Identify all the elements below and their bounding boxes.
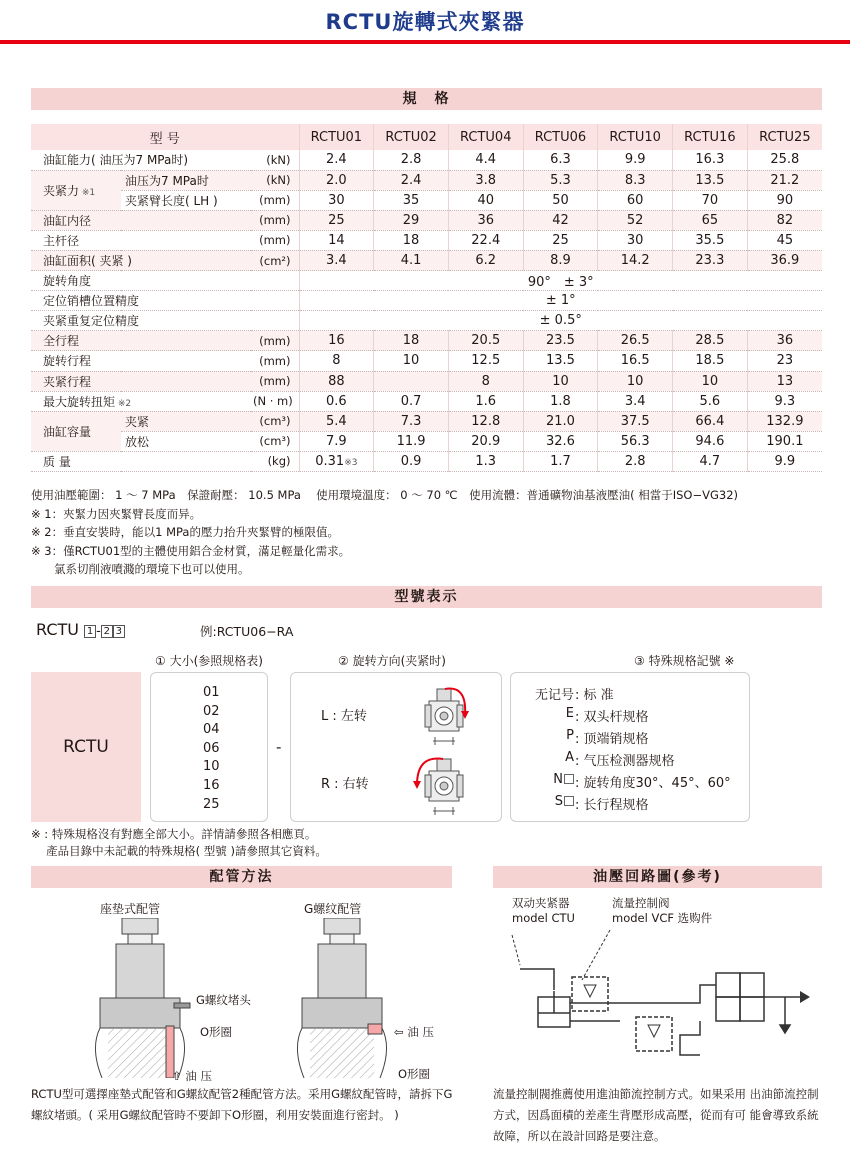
section-bar-piping: 配管方法 [31,866,452,888]
code-box-3: 3 [113,625,125,638]
spec-value: 45 [747,230,822,250]
spec-label: 夹紧行程 [31,371,251,391]
spec-row [31,371,822,391]
spec-table [31,124,822,472]
spec-value: 40 [448,190,523,210]
model-header-label: 型 号 [31,124,299,150]
spec-value: 8.9 [523,250,598,270]
spec-unit: (cm³) [251,431,299,451]
spec-unit: (kN) [251,150,299,170]
spec-row [31,391,822,411]
spec-value: 5.6 [673,391,748,411]
spec-value: 0.9 [374,451,449,471]
code-separator: - [96,624,101,639]
spec-value: 35 [374,190,449,210]
spec-value: 16 [299,331,374,351]
spec-group-label: 夹紧力 ※1 [31,170,121,210]
footnote-line: ※ : 特殊規格沒有對應全部大小。詳情請參照各相應頁。 [31,827,317,841]
spec-unit: (mm) [251,190,299,210]
spec-value: 90 [747,190,822,210]
spec-value: 9.9 [747,451,822,471]
spec-value: 52 [598,210,673,230]
option-desc: : 双头杆规格 [575,710,649,725]
spec-value: 25 [523,230,598,250]
spec-value: 6.2 [448,250,523,270]
spec-unit: (mm) [251,230,299,250]
spec-value: 10 [673,371,748,391]
model-prefix: RCTU [36,620,79,639]
model-header: RCTU06 [523,124,598,150]
section-bar-circuit: 油壓回路圖(參考) [493,866,822,888]
spec-unit: (kg) [251,451,299,471]
spec-row [31,291,822,311]
spec-unit: (mm) [251,331,299,351]
spec-value: 30 [299,190,374,210]
spec-row [31,431,822,451]
spec-unit [251,311,299,331]
option-code: A [565,750,574,765]
spec-label: 油压为7 MPa时 [121,170,251,190]
spec-value: 30 [598,230,673,250]
spec-value: 10 [598,371,673,391]
spec-value: 2.4 [374,170,449,190]
spec-label: 夹紧臂长度( LH ) [121,190,251,210]
spec-value: 37.5 [598,411,673,431]
spec-value: 2.8 [374,150,449,170]
spec-value: 13 [747,371,822,391]
option-desc: : 顶端销规格 [575,732,649,747]
size-item: 10 [203,759,220,775]
spec-value: 3.4 [598,391,673,411]
piping-description [31,1084,461,1126]
spec-value: 36 [448,210,523,230]
spec-value: 21.0 [523,411,598,431]
spec-value: 18 [374,230,449,250]
desc-line: 螺紋堵頭。( 采用G螺紋配管時不要卸下O形圈，利用安裝面進行密封。 ) [31,1108,399,1122]
spec-value: 28.5 [673,331,748,351]
placeholder-box-icon [564,774,574,784]
spec-note: ※ 2：垂直安裝時，能以1 MPa的壓力抬升夾緊臂的極限值。 [31,525,339,539]
spec-value: 23.3 [673,250,748,270]
desc-line: RCTU型可選擇座墊式配管和G螺紋配管2種配管方法。采用G螺紋配管時，請拆下G [31,1087,453,1101]
spec-value: 13.5 [523,351,598,371]
title-underline [0,40,850,44]
spec-value: 11.9 [374,431,449,451]
model-header: RCTU25 [747,124,822,150]
spec-unit [251,271,299,291]
code-box-1: 1 [84,625,96,638]
spec-value: 4.7 [673,451,748,471]
footnote-mark: ※2 [115,398,132,409]
direction-column-head: ② 旋转方向(夹紧时) [338,654,446,668]
spec-group-label: 油缸容量 [31,411,121,451]
spec-label: 旋转行程 [31,351,251,371]
spec-value: 1.6 [448,391,523,411]
spec-value: 12.5 [448,351,523,371]
thread-plug-label: G螺纹堵头 [196,993,251,1007]
spec-value: 42 [523,210,598,230]
code-box-2: 2 [101,625,113,638]
right-turn-clamp-icon [405,751,475,817]
valve-label: 流量控制阀 model VCF 选购件 [612,896,713,925]
spec-value: 6.3 [523,150,598,170]
spec-unit: (mm) [251,371,299,391]
spec-label: 全行程 [31,331,251,351]
spec-value: 0.7 [374,391,449,411]
spec-label: 定位销槽位置精度 [31,291,251,311]
spec-value: 20.5 [448,331,523,351]
spec-row [31,210,822,230]
spec-row [31,331,822,351]
spec-value: 12.8 [448,411,523,431]
series-box: RCTU [31,672,141,822]
spec-row [31,190,822,210]
spec-value: 23 [747,351,822,371]
size-item: 25 [203,796,220,812]
oring-label-2: O形圈 [398,1067,431,1081]
spec-value: 36.9 [747,250,822,270]
spec-value: 2.8 [598,451,673,471]
spec-value: 35.5 [673,230,748,250]
spec-value: 190.1 [747,431,822,451]
spec-value: 132.9 [747,411,822,431]
size-item: 16 [203,777,220,793]
spec-label: 最大旋转扭矩 ※2 [31,391,251,411]
section-bar-spec: 規 格 [31,88,822,110]
spec-row [31,271,822,291]
model-header: RCTU16 [673,124,748,150]
spec-value: 56.3 [598,431,673,451]
pad-piping-drawing [80,918,200,1078]
spec-value: 3.4 [299,250,374,270]
size-item: 01 [203,685,220,700]
oring-label: O形圈 [200,1025,233,1039]
spec-value: 10 [374,351,449,371]
spec-value: 94.6 [673,431,748,451]
g-thread-piping-drawing [282,918,402,1078]
desc-line: 流量控制閥推薦使用進油節流控制方式。如果采用 出油節流控制 [493,1087,819,1101]
spec-value: 2.4 [299,150,374,170]
option-desc: : 标 准 [575,688,614,703]
direction-box [290,672,502,822]
spec-value: 26.5 [598,331,673,351]
size-column-head: ① 大小(参照规格表) [155,654,263,668]
left-turn-label: L : 左转 [321,709,367,724]
spec-row [31,451,822,471]
circuit-description [493,1084,828,1147]
spec-value: 0.31※3 [299,451,374,471]
spec-value: 5.3 [523,170,598,190]
spec-value: 5.4 [299,411,374,431]
spec-unit [251,291,299,311]
spec-notes [31,486,738,579]
option-code: E [565,706,574,721]
spec-value: 1.8 [523,391,598,411]
spec-value-span: 90° ± 3° [299,271,822,291]
section-bar-model: 型號表示 [31,586,822,608]
left-turn-clamp-icon [415,681,475,747]
spec-label: 主杆径 [31,230,251,250]
spec-value: 32.6 [523,431,598,451]
model-footnote [31,826,327,860]
oil-inlet-label: ⇧ 油 压 [172,1069,212,1083]
spec-value: 9.9 [598,150,673,170]
placeholder-box-icon [564,796,574,806]
spec-value: 14.2 [598,250,673,270]
spec-value: 13.5 [673,170,748,190]
spec-unit: (mm) [251,210,299,230]
desc-line: 故障，所以在設計回路是要注意。 [493,1129,666,1143]
spec-value: 70 [673,190,748,210]
g-thread-piping-title: G螺纹配管 [304,902,362,916]
spec-value: 4.4 [448,150,523,170]
option-code: P [566,728,574,743]
spec-value: 0.6 [299,391,374,411]
option-desc: : 旋转角度30°、45°、60° [575,776,731,791]
spec-value: 36 [747,331,822,351]
spec-row [31,150,822,170]
right-turn-label: R : 右转 [321,777,369,792]
spec-unit: (kN) [251,170,299,190]
option-desc: : 气压检测器规格 [575,754,675,769]
spec-note: ※ 1：夾緊力因夾緊臂長度而异。 [31,506,202,521]
spec-label: 油缸能力( 油压为7 MPa时) [31,150,251,170]
spec-value: 10 [523,371,598,391]
spec-row [31,170,822,190]
clamp-label: 双动夹紧器 model CTU [512,896,575,925]
spec-unit: (N · m) [251,391,299,411]
spec-header-row [31,124,822,150]
option-code: S [555,794,574,809]
desc-line: 方式，因爲面積的差產生背壓形成高壓，從而有可 能會導致系統 [493,1108,819,1122]
special-spec-box [510,672,750,822]
spec-value: 29 [374,210,449,230]
hydraulic-circuit-diagram [500,925,820,1065]
spec-row [31,250,822,270]
special-column-head: ③ 特殊规格記號 ※ [634,654,735,668]
spec-note: ※ 3：僅RCTU01型的主體使用鋁合金材質，滿足輕量化需求。 [31,543,351,558]
spec-value: 25.8 [747,150,822,170]
spec-row [31,230,822,250]
pad-piping-title: 座垫式配管 [100,902,161,916]
spec-value: 4.1 [374,250,449,270]
size-item: 04 [203,722,220,738]
page-title: RCTU旋轉式夾緊器 [325,10,525,34]
model-code-format [36,620,125,639]
spec-value-span: ± 0.5° [299,311,822,331]
spec-value: 21.2 [747,170,822,190]
size-item: 02 [203,703,220,719]
spec-unit: (cm²) [251,250,299,270]
spec-value: 1.7 [523,451,598,471]
spec-unit: (cm³) [251,411,299,431]
spec-value: 3.8 [448,170,523,190]
spec-row [31,411,822,431]
spec-value: 8 [299,351,374,371]
spec-value: 82 [747,210,822,230]
spec-value: 16.5 [598,351,673,371]
model-header: RCTU04 [448,124,523,150]
spec-value: 16.3 [673,150,748,170]
spec-value-span: ± 1° [299,291,822,311]
footnote-mark: ※1 [79,187,96,198]
spec-label: 夹紧 [121,411,251,431]
spec-label: 质 量 [31,451,251,471]
spec-value: 20.9 [448,431,523,451]
spec-label: 旋转角度 [31,271,251,291]
spec-value: 14 [299,230,374,250]
spec-value: 18 [374,331,449,351]
spec-value: 25 [299,210,374,230]
spec-value: 88 [299,371,374,391]
spec-note: 氯系切削液噴濺的環境下也可以使用。 [31,562,250,576]
spec-label: 油缸面积( 夹紧 ) [31,250,251,270]
spec-label: 夹紧重复定位精度 [31,311,251,331]
spec-label: 放松 [121,431,251,451]
spec-value [374,371,449,391]
spec-value: 50 [523,190,598,210]
spec-value: 65 [673,210,748,230]
spec-value: 1.3 [448,451,523,471]
left-arrow-icon: ⇦ [394,1025,404,1039]
model-header: RCTU10 [598,124,673,150]
spec-value: 9.3 [747,391,822,411]
spec-value: 23.5 [523,331,598,351]
size-item: 06 [203,740,220,756]
spec-value: 7.3 [374,411,449,431]
spec-value: 60 [598,190,673,210]
spec-value: 18.5 [673,351,748,371]
spec-value: 66.4 [673,411,748,431]
spec-value: 8 [448,371,523,391]
option-code: N [553,772,574,787]
spec-unit: (mm) [251,351,299,371]
spec-row [31,311,822,331]
option-desc: : 长行程规格 [575,798,649,813]
oil-inlet-label-2: ⇦ 油 压 [394,1025,434,1039]
model-example: 例:RCTU06−RA [200,624,294,639]
spec-row [31,351,822,371]
spec-value: 2.0 [299,170,374,190]
spec-value: 7.9 [299,431,374,451]
code-dash: - [276,738,282,756]
option-code: 无记号 [534,688,574,703]
model-header: RCTU01 [299,124,374,150]
spec-note: 使用油壓範圍： 1 ～ 7 MPa 保證耐壓： 10.5 MPa 使用環境溫度： 0 ～ 70 ℃ 使用流體：普通礦物油基液壓油( 相當于ISO−VG32) [31,488,739,502]
size-list [150,672,268,822]
spec-value: 22.4 [448,230,523,250]
footnote-line: 產品目錄中未記載的特殊規格( 型號 )請參照其它資料。 [31,844,327,858]
spec-value: 8.3 [598,170,673,190]
spec-label: 油缸内径 [31,210,251,230]
model-header: RCTU02 [374,124,449,150]
footnote-mark: ※3 [344,457,358,468]
up-arrow-icon: ⇧ [172,1069,182,1083]
